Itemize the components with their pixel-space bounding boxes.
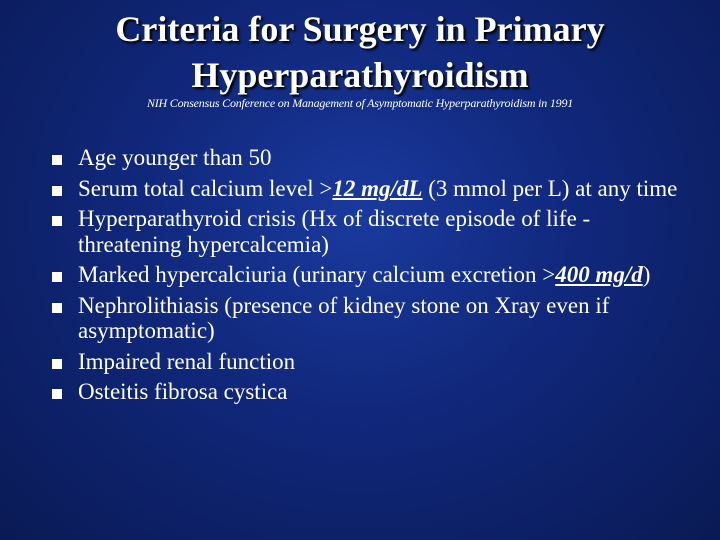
bullet-item xyxy=(52,293,692,344)
bullet-text: Marked hypercalciuria (urinary calcium excretion > xyxy=(78,262,556,287)
calcium-threshold-link[interactable]: 12 mg/dL xyxy=(332,175,423,201)
bullet-text: Hyperparathyroid crisis (Hx of discrete episode of life -threatening hypercalcemia) xyxy=(78,206,591,257)
slide-subtitle: NIH Consensus Conference on Management of Asymptomatic Hyperparathyroidism in 1991 xyxy=(146,96,574,110)
bullet-text: Impaired renal function xyxy=(78,348,296,374)
bullet-text: Nephrolithiasis (presence of kidney stone on Xray even if asymptomatic) xyxy=(78,292,610,343)
bullet-text: Osteitis fibrosa cystica xyxy=(78,379,288,404)
bullet-item xyxy=(52,176,692,202)
bullet-text: (3 mmol per L) at any time xyxy=(422,175,678,201)
square-bullet-icon xyxy=(52,216,62,226)
square-bullet-icon xyxy=(52,389,62,399)
bullet-item xyxy=(52,206,692,257)
slide-title: Criteria for Surgery in Primary Hyperparathyroidism xyxy=(115,9,605,95)
bullet-text: Age younger than 50 xyxy=(78,145,272,170)
bullet-text: ) xyxy=(642,262,651,287)
bullet-item xyxy=(52,262,692,288)
bullet-list xyxy=(52,145,692,410)
square-bullet-icon xyxy=(52,272,62,282)
bullet-item xyxy=(52,379,692,405)
square-bullet-icon xyxy=(52,359,62,369)
bullet-item xyxy=(52,145,692,171)
bullet-item xyxy=(52,349,692,375)
square-bullet-icon xyxy=(52,186,62,196)
bullet-text: Serum total calcium level > xyxy=(78,175,333,201)
square-bullet-icon xyxy=(52,303,62,313)
calciuria-threshold-link[interactable]: 400 mg/d xyxy=(555,262,643,287)
square-bullet-icon xyxy=(52,155,62,165)
